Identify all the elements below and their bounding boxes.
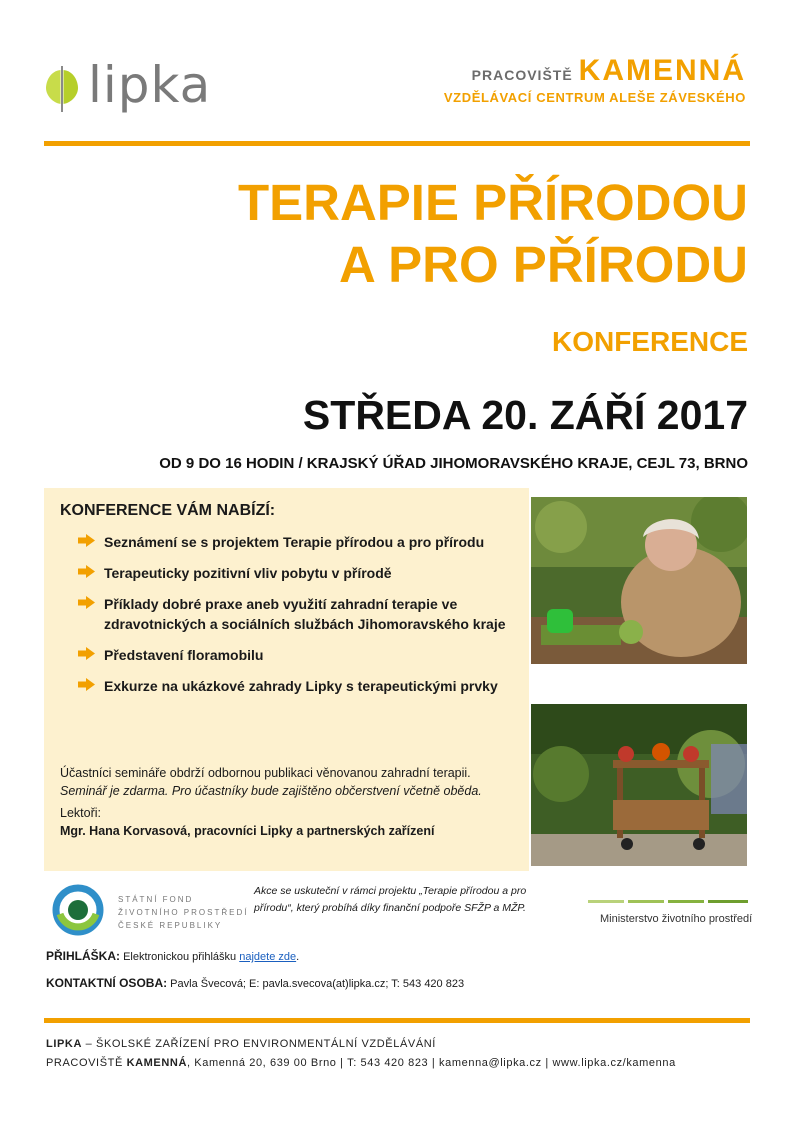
arrow-bullet-icon — [78, 534, 95, 547]
footer-org — [46, 1038, 436, 1050]
ministry-name: Ministerstvo životního prostředí — [600, 913, 753, 925]
ministry-logo-bars-icon — [588, 900, 748, 904]
registration-label: PŘIHLÁŠKA: — [46, 949, 120, 963]
list-item — [78, 563, 523, 583]
lipka-leaf-logo-icon — [44, 64, 80, 114]
contact-line — [46, 976, 464, 990]
note-publication: Účastníci semináře obdrží odbornou publikaci věnovanou zahradní terapii. — [60, 766, 471, 780]
list-item-text: Exkurze na ukázkové zahrady Lipky s terapeutickými prvky — [104, 678, 498, 694]
event-venue: OD 9 DO 16 HODIN / KRAJSKÝ ÚŘAD JIHOMORAVSKÉHO KRAJE, CEJL 73, BRNO — [159, 455, 748, 472]
photo-woman-gardening — [531, 497, 747, 664]
sfzp-line-3: ČESKÉ REPUBLIKY — [118, 921, 223, 930]
sfzp-line-1: STÁTNÍ FOND — [118, 895, 194, 904]
list-item — [78, 676, 523, 696]
offer-box — [44, 488, 529, 871]
footer-address — [46, 1057, 676, 1069]
title-line-2: A PRO PŘÍRODU — [339, 236, 748, 293]
footer-wp-details: , Kamenná 20, 639 00 Brno | T: 543 420 823 | kamenna@lipka.cz | www.lipka.cz/kamenna — [186, 1057, 676, 1069]
arrow-bullet-icon — [78, 678, 95, 691]
sfzp-logo-icon — [52, 884, 104, 936]
arrow-bullet-icon — [78, 565, 95, 578]
offer-list — [78, 532, 523, 707]
event-date: STŘEDA 20. ZÁŘÍ 2017 — [302, 392, 748, 438]
list-item — [78, 645, 523, 665]
list-item — [78, 532, 523, 552]
registration-link[interactable]: najdete zde — [239, 951, 297, 963]
sfzp-line-2: ŽIVOTNÍHO PROSTŘEDÍ — [118, 908, 249, 917]
sfzp-name — [118, 893, 248, 932]
footer-divider — [44, 1018, 750, 1023]
arrow-bullet-icon — [78, 596, 95, 609]
registration-end: . — [296, 951, 300, 963]
footer-org-name: LIPKA — [46, 1038, 82, 1050]
footer-wp-prefix: PRACOVIŠTĚ — [46, 1057, 127, 1069]
workplace-name: KAMENNÁ — [578, 54, 746, 87]
workplace-header — [444, 54, 746, 105]
registration-line — [46, 949, 299, 963]
arrow-bullet-icon — [78, 647, 95, 660]
registration-text: Elektronickou přihlášku — [123, 951, 237, 963]
workplace-prefix: PRACOVIŠTĚ — [471, 67, 573, 83]
offer-note — [60, 764, 520, 800]
footer-org-desc: – ŠKOLSKÉ ZAŘÍZENÍ PRO ENVIRONMENTÁLNÍ VZDĚLÁVÁNÍ — [82, 1038, 436, 1050]
photo-floramobile-garden — [531, 704, 747, 866]
workplace-subtitle: VZDĚLÁVACÍ CENTRUM ALEŠE ZÁVESKÉHO — [443, 90, 746, 105]
list-item-text: Terapeuticky pozitivní vliv pobytu v přírodě — [104, 565, 392, 581]
page-title — [238, 172, 748, 296]
lecturers-label: Lektoři: — [60, 806, 101, 820]
project-statement: Akce se uskuteční v rámci projektu „Terapie přírodou a pro přírodu“, který probíhá díky finanční podpoře SFŽP a MŽP. — [254, 885, 527, 914]
list-item — [78, 594, 523, 634]
list-item-text: Představení floramobilu — [104, 647, 264, 663]
lipka-logo-text: lipka — [88, 56, 212, 114]
header-divider — [44, 141, 750, 146]
offer-heading: KONFERENCE VÁM NABÍZÍ: — [60, 502, 276, 519]
note-free: Seminář je zdarma. Pro účastníky bude zajištěno občerstvení včetně oběda. — [60, 784, 482, 798]
list-item-text: Příklady dobré praxe aneb využití zahradní terapie ve zdravotnických a sociálních službách Jihomoravského kraje — [104, 596, 506, 632]
lecturers-names: Mgr. Hana Korvasová, pracovníci Lipky a partnerských zařízení — [60, 824, 435, 838]
event-type: KONFERENCE — [551, 326, 748, 357]
footer-wp-name: KAMENNÁ — [126, 1057, 187, 1069]
list-item-text: Seznámení se s projektem Terapie přírodou a pro přírodu — [104, 534, 485, 550]
contact-label: KONTAKTNÍ OSOBA: — [46, 976, 168, 990]
title-line-1: TERAPIE PŘÍRODOU — [237, 174, 748, 231]
contact-text: Pavla Švecová; E: pavla.svecova(at)lipka.cz; T: 543 420 823 — [170, 978, 465, 990]
